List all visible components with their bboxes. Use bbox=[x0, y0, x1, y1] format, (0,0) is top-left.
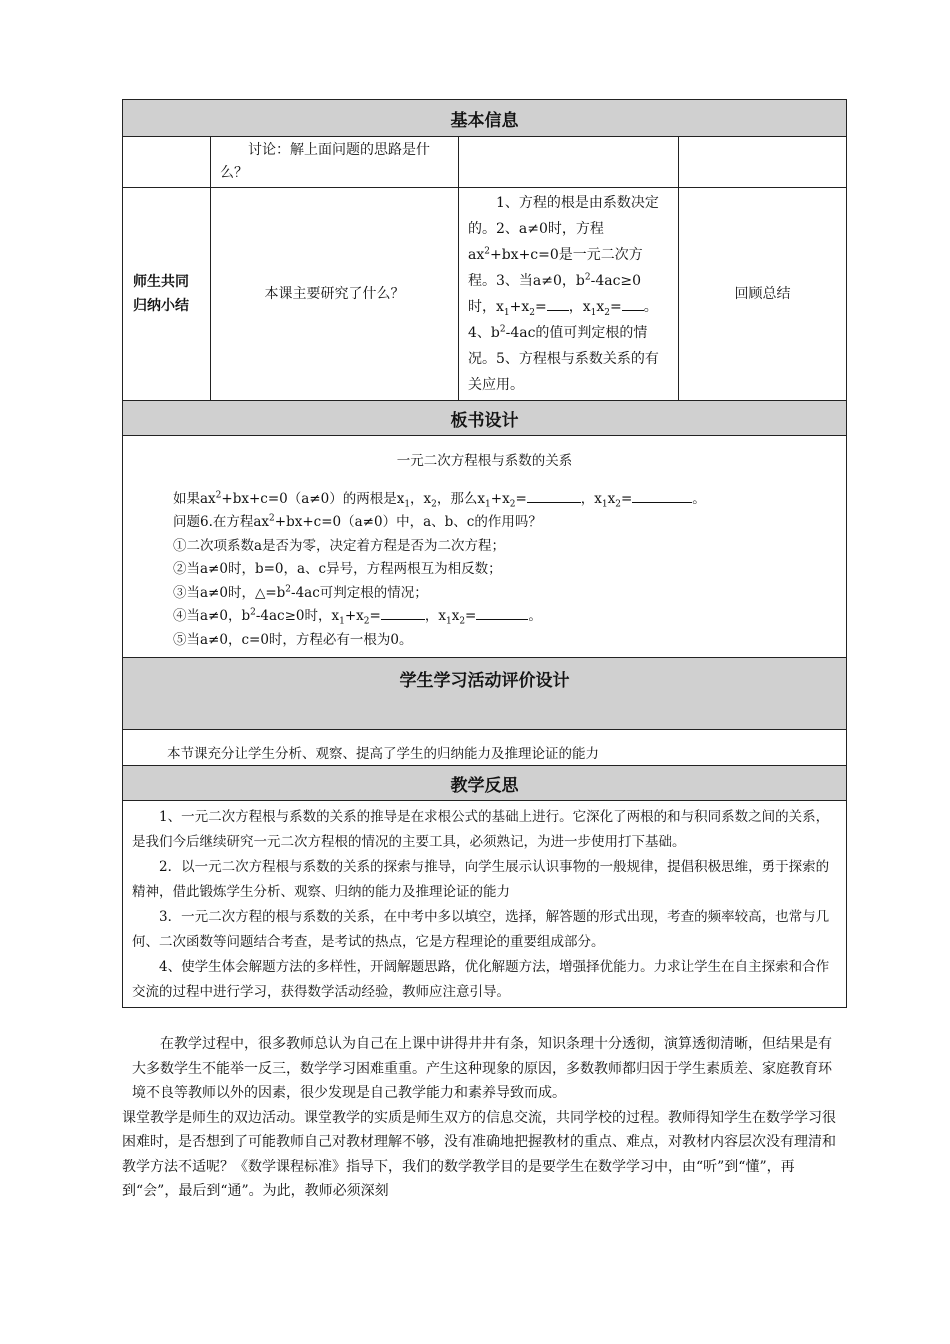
eval-text: 本节课充分让学生分析、观察、提高了学生的归纳能力及推理论证的能力 bbox=[167, 746, 599, 762]
reflect-item-3: 3．一元二次方程的根与系数的关系，在中考中多以填空，选择，解答题的形式出现，考查的频率较高，也常与几何、二次函数等问题结合考查，是考试的热点，它是方程理论的重要组成部分。 bbox=[132, 909, 830, 950]
summary-row bbox=[123, 188, 847, 401]
eval-header: 学生学习活动评价设计 bbox=[123, 658, 847, 730]
after-paragraph-1: 在教学过程中，很多教师总认为自己在上课中讲得井井有条，知识条理十分透彻，演算透彻清晰，但结果是有大多数学生不能举一反三，数学学习困难重重。产生这种现象的原因，多数教师都归因于学生素质差、家庭教育环境不良等教师以外的因素，很少发现是自己教学能力和素养导致而成。 bbox=[132, 1036, 832, 1101]
eval-cell bbox=[123, 730, 847, 766]
reflect-item-2: 2．以一元二次方程根与系数的关系的探索与推导，向学生展示认识事物的一般规律，提倡积极思维，勇于探索的精神，借此锻炼学生分析、观察、归纳的能力及推理论证的能力 bbox=[132, 859, 830, 900]
board-line-7: ⑤当a≠0，c=0时，方程必有一根为0。 bbox=[173, 631, 413, 648]
blank-sum[interactable] bbox=[547, 297, 569, 311]
board-header-row bbox=[123, 401, 847, 436]
summary-activity: 回顾总结 bbox=[734, 286, 791, 302]
reflect-cell bbox=[123, 801, 847, 1008]
summary-activity-cell bbox=[679, 188, 847, 401]
reflect-content bbox=[123, 801, 846, 1007]
blank-product[interactable] bbox=[622, 297, 644, 311]
reflect-item-4: 4、使学生体会解题方法的多样性，开阔解题思路，优化解题方法，增强择优能力。力求让学生在自主探索和合作交流的过程中进行学习，获得数学活动经验，教师应注意引导。 bbox=[132, 959, 830, 1000]
reflect-header-row bbox=[123, 766, 847, 801]
board-line-4: ②当a≠0时，b=0，a、c异号，方程两根互为相反数； bbox=[173, 561, 502, 577]
board-blank-sum-2[interactable] bbox=[381, 606, 425, 620]
summary-question-cell bbox=[211, 188, 459, 401]
board-row bbox=[123, 436, 847, 658]
board-line-6: ④当a≠0，$b^2-4ac\ge 0$时，$x_1+x_2=$ ，$x_1x_2=$ 。 bbox=[173, 607, 542, 627]
discussion-row bbox=[123, 137, 847, 188]
eval-header-row bbox=[123, 658, 847, 730]
board-line-1: 如果$ax^2+bx+c=0(a\ne 0)$的两根是$x_1$，$x_2$，那么$x_1+x_2=$ ，$x_1x_2=$ 。 bbox=[173, 490, 706, 510]
board-header: 板书设计 bbox=[123, 401, 847, 436]
board-line-3: ①二次项系数a是否为零，决定着方程是否为二次方程； bbox=[173, 537, 506, 554]
board-cell bbox=[123, 436, 847, 658]
lesson-plan-table bbox=[122, 99, 847, 1008]
summary-label: 师生共同归纳小结 bbox=[133, 274, 189, 314]
discussion-label-cell bbox=[123, 137, 211, 188]
summary-label-cell bbox=[123, 188, 211, 401]
after-paragraph-2: 课堂教学是师生的双边活动。课堂教学的实质是师生双方的信息交流，共同学校的过程。教师得知学生在数学学习很困难时，是否想到了可能教师自己对教材理解不够，没有准确地把握教材的重点、难点，对教材内容层次没有理清和教学方法不适呢？《数学课程标准》指导下，我们的数学教学目的是要学生在数学学习中，由“听”到“懂”，再到“会”，最后到“通”。为此，教师必须深刻 bbox=[122, 1109, 836, 1199]
board-line-5: ③当a≠0时，$\triangle=b^2-4ac$可判定根的情况； bbox=[173, 584, 428, 601]
summary-answer: 1、方程的根是由系数决定的。2、a≠0时，方程$ax^2+bx+c=0$是一元二次方程。3、当a≠0，$b^2-4ac\ge 0$时，$x_1+x_2=$ ，$x_1x_2=$ 。4、$b^2-4ac$的值可判定根的情况。5、方程根与系数关系的有关应用。 bbox=[468, 195, 659, 393]
board-title: 一元二次方程根与系数的关系 bbox=[396, 453, 573, 469]
discussion-teacher-cell bbox=[211, 137, 459, 188]
discussion-text: 讨论：解上面问题的思路是什么？ bbox=[220, 142, 430, 181]
summary-answer-cell bbox=[459, 188, 679, 401]
after-table-text bbox=[122, 1032, 840, 1204]
board-content bbox=[123, 436, 846, 652]
basic-info-header: 基本信息 bbox=[123, 100, 847, 137]
board-blank-product-2[interactable] bbox=[476, 606, 528, 620]
board-blank-product[interactable] bbox=[632, 489, 692, 503]
reflect-header: 教学反思 bbox=[123, 766, 847, 801]
board-line-2: 问题6.在方程$ax^2+bx+c=0(a\ne 0)$中，a、b、c的作用吗？ bbox=[173, 513, 542, 530]
basic-info-header-row bbox=[123, 100, 847, 137]
reflect-item-1: 1、一元二次方程根与系数的关系的推导是在求根公式的基础上进行。它深化了两根的和与积同系数之间的关系，是我们今后继续研究一元二次方程根的情况的主要工具，必须熟记，为进一步使用打下基础。 bbox=[132, 809, 830, 850]
discussion-student-cell bbox=[459, 137, 679, 188]
summary-question: 本课主要研究了什么？ bbox=[264, 286, 405, 302]
eval-row bbox=[123, 730, 847, 766]
discussion-intent-cell bbox=[679, 137, 847, 188]
reflect-row bbox=[123, 801, 847, 1008]
board-blank-sum[interactable] bbox=[527, 489, 581, 503]
